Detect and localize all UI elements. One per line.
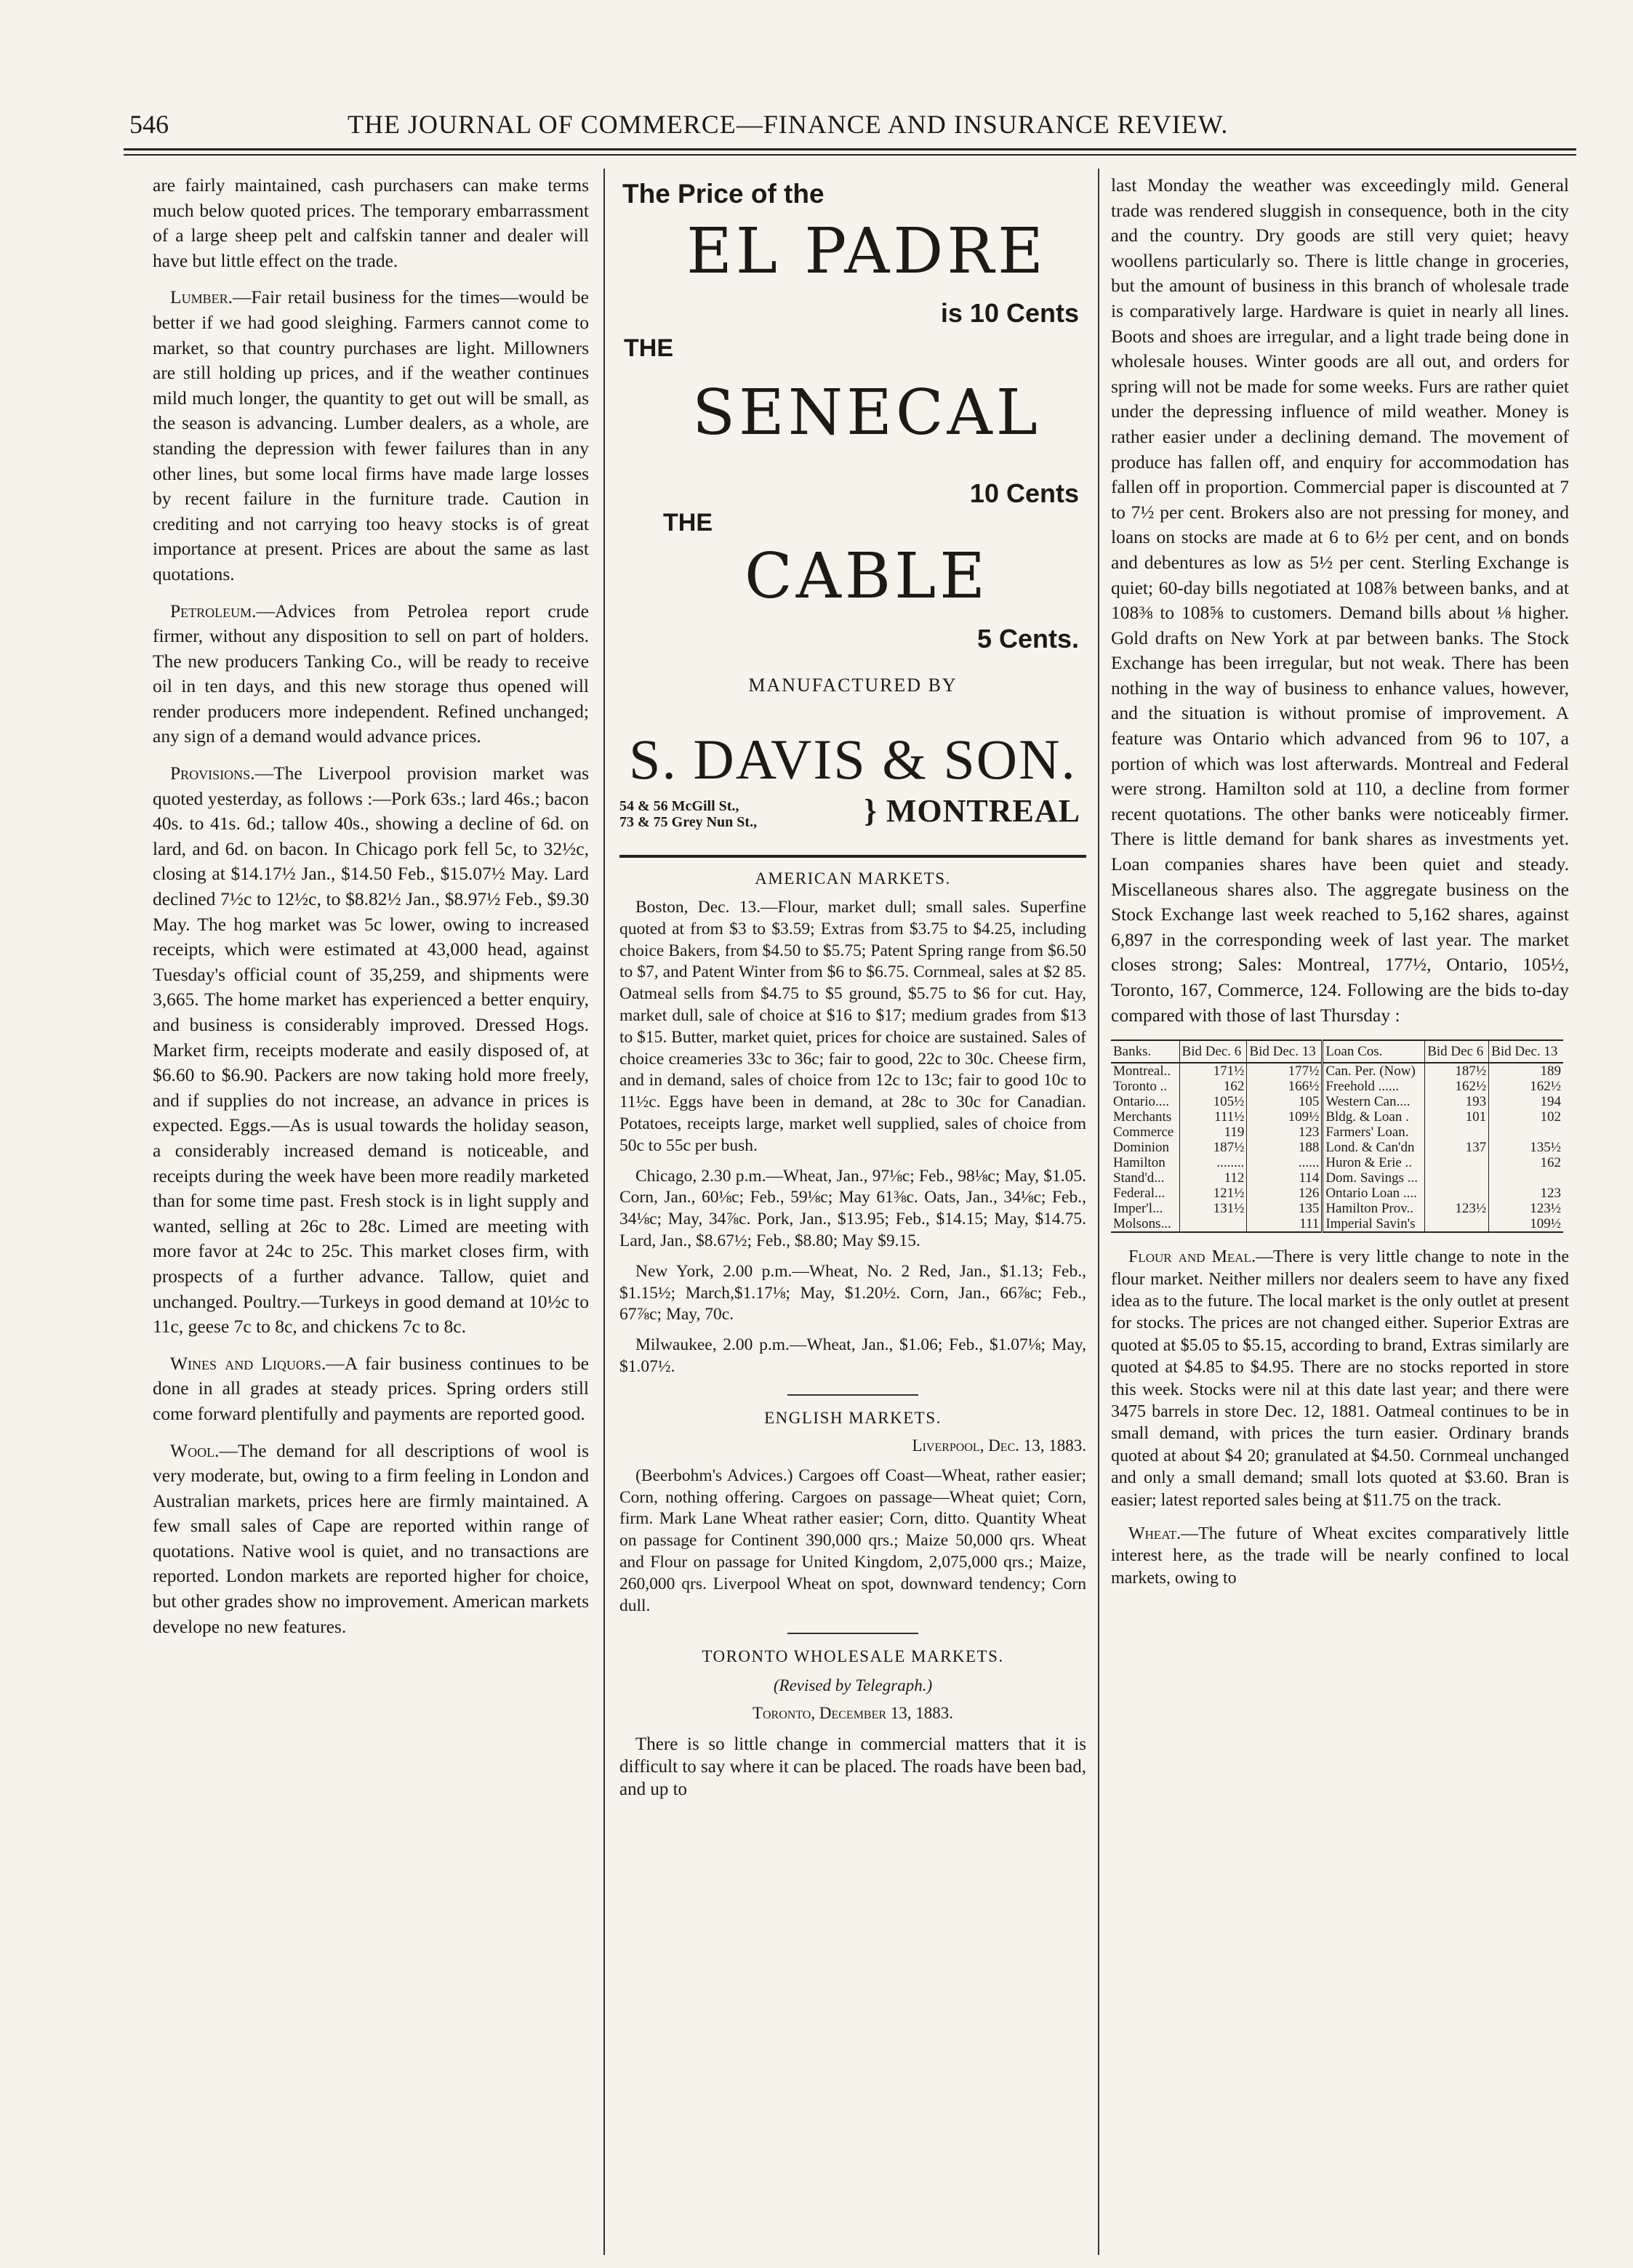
paragraph-wheat: Wheat.—The future of Wheat excites comparatively little interest here, as the trade will be nearly confined to local markets, owing to [1111,1524,1569,1588]
american-markets-body [619,897,1086,1378]
loan-co-name: Freehold ...... [1323,1079,1425,1094]
toronto-markets-dateline: Toronto, December 13, 1883. [752,1704,954,1723]
right-column [1111,173,1569,1601]
ad-brand-senecal: SENECAL [692,377,1041,449]
bank-name: Stand'd... [1113,1170,1165,1186]
col-bid-dec-6: Bid Dec. 6 [1179,1040,1247,1063]
bid-value [1425,1125,1489,1140]
english-markets-dateline: Liverpool, Dec. 13, 1883. [912,1436,1086,1455]
stock-bids-table [1111,1040,1563,1233]
english-markets-heading: ENGLISH MARKETS. [764,1408,942,1427]
bank-name: Commerce [1113,1125,1174,1141]
ad-the-1: THE [624,334,673,362]
bid-value: 137 [1425,1140,1489,1155]
loan-co-name: Hamilton Prov.. [1323,1201,1425,1216]
bid-value: 123½ [1425,1201,1489,1216]
bid-value: 166½ [1247,1079,1323,1094]
loan-co-name: Huron & Erie .. [1323,1155,1425,1170]
ad-city: } MONTREAL [864,793,1080,829]
toronto-report-continued: last Monday the weather was exceedingly mild. General trade was rendered sluggish in consequence, both in the city and the country. Dry goods are still very quiet; heavy woollens particularly so. There is little change in groceries, but the amount of business in this branch of wholesale trade is comparatively large. Hardware is quiet in nearly all lines. Boots and shoes are irregular, and a light trade being done in wholesale houses. Winter goods are all out, and orders for spring will not be made for some weeks. Furs are rather quiet under the depressing influence of mild weather. Money is rather easier under a declining demand. The movement of produce has fallen off, and enquiry for accommodation has fallen off in proportion. Commercial paper is discounted at 7 to 7½ per cent. Brokers also are not pressing for money, and loans on stocks are made at 6 to 6½ per cent, and on bonds and debentures as low as 5½ per cent. Sterling Exchange is quiet; 60-day bills negotiated at 108⅞ between banks, and at 108⅜ to 108⅝ to customers. Demand bills about ⅛ higher. Gold drafts on New York at par between banks. The Stock Exchange has been irregular, but not weak. There has been nothing in the way of business to enhance values, however, and the situation is without promise of improvement. A feature was Ontario which advanced from 96 to 107, a portion of which was lost afterwards. Montreal and Federal were strong. Hamilton sold at 110, a decline from former recent quotations. The other banks were noticeably firmer. There is little demand for bank shares as investments yet. Loan companies shares have been quiet and steady. Miscellaneous shares also. The aggregate business on the Stock Exchange last week reached to 5,162 shares, against 6,897 in the corresponding week of last year. The market closes strong; Sales: Montreal, 177½, Ontario, 105½, Toronto, 167, Commerce, 124. Following are the bids to-day compared with those of last Thursday : [1111,174,1569,1026]
bid-value: 112 [1179,1170,1247,1186]
ad-address-line-1: 54 & 56 McGill St., [619,798,739,814]
bank-name: Hamilton [1113,1155,1165,1171]
header-rule-thin [124,154,1576,156]
bid-value: 177½ [1247,1063,1323,1079]
bid-value: 111½ [1179,1109,1247,1125]
paragraph-flour-and-meal: Flour and Meal.—There is very little change to note in the flour market. Neither millers nor dealers seem to have any fixed idea as to the future. The local market is the only outlet at present for stocks. The prices are not changed either. Superior Extras are quoted at $5.05 to $5.15, according to brand, Extras similarly are quoted at $4.85 to $4.95. There are no stocks reported in store this week. Stocks were nil at this date last year; and there were 3475 barrels in store Dec. 12, 1881. Oatmeal continues to be in small demand, with prices the turn easier. Ordinary brands quoted at about $4 20; granulated at $4.50. Cornmeal unchanged and only a small demand; small lots quoted at $3.60. Bran is easier; latest reported sales being at $11.75 on the track. [1111,1247,1569,1510]
bid-value: ........ [1179,1155,1247,1170]
table-row [1111,1155,1563,1170]
bank-name: Merchants [1113,1109,1172,1125]
ad-price-el-padre: is 10 Cents [940,298,1079,328]
ad-firm-name: S. DAVIS & SON. [629,728,1077,791]
american-markets-heading: AMERICAN MARKETS. [755,869,951,888]
bid-value: 188 [1247,1140,1323,1155]
bid-value: 171½ [1179,1063,1247,1079]
bid-value: 126 [1247,1186,1323,1201]
ad-bottom-rule [619,855,1086,858]
toronto-markets-paragraph: There is so little change in commercial matters that it is difficult to say where it can be placed. The roads have been bad, and up to [619,1734,1086,1800]
bid-value: 187½ [1179,1140,1247,1155]
col-loan-cos: Loan Cos. [1323,1040,1425,1063]
ad-intro: The Price of the [622,179,824,209]
bid-value: 193 [1425,1094,1489,1109]
bid-value: 162½ [1489,1079,1563,1094]
bid-value: 187½ [1425,1063,1489,1079]
toronto-markets-subheading: (Revised by Telegraph.) [773,1676,933,1695]
loan-co-name: Imperial Savin's [1323,1216,1425,1232]
bid-value: ...... [1247,1155,1323,1170]
bid-value: 119 [1179,1125,1247,1140]
paragraph-wines: Wines and Liquors.—A fair business continues to be done in all grades at steady prices. Spring orders still come forward plentifully and payments are reported good. [153,1352,590,1424]
bid-value [1179,1216,1247,1232]
bid-value: 111 [1247,1216,1323,1232]
ad-address [619,798,757,830]
col-loan-bid-dec-13: Bid Dec. 13 [1489,1040,1563,1063]
bid-value [1489,1170,1563,1186]
bid-value: 162 [1489,1155,1563,1170]
table-row [1111,1109,1563,1125]
american-markets-boston: Boston, Dec. 13.—Flour, market dull; small sales. Superfine quoted at from $3 to $3.59; Extras from $3.75 to $4.25, including choice Bakers, from $4.50 to $5.75; Patent Spring range from $6.50 to $7, and Patent Winter from $6 to $6.75. Cornmeal, sales at $2 85. Oatmeal sells from $4.75 to $5 ground, $5.75 to $6 for cut. Hay, market dull, sale of choice at $16 to $17; medium grades from $13 to $15. Butter, market quiet, prices for choice are sustained. Sales of choice creameries 33c to 36c; fair to good, 22c to 30c. Cheese firm, and in demand, sales of choice from 12c to 13c; fair to good 10c to 11½c. Eggs have been in demand, at 28c to 30c for Canadian. Potatoes, receipts large, market well supplied, sales of choice from 50c to 55c per bush. [619,898,1086,1155]
ad-the-2: THE [663,509,713,536]
english-markets-body [619,1465,1086,1617]
bank-name: Federal... [1113,1186,1165,1202]
english-markets-paragraph: (Beerbohm's Advices.) Cargoes off Coast—Wheat, rather easier; Corn, nothing offering. Cargoes on passage—Wheat quiet; Corn, firm. Mark Lane Wheat rather easier; Corn, ditto. Quantity Wheat on passage for Continent 390,000 qrs.; Maize 50,000 qrs. Wheat and Flour on passage for United Kingdom, 2,075,000 qrs.; Maize, 260,000 qrs. Liverpool Wheat on spot, downward tendency; Corn dull. [619,1465,1086,1615]
col-loan-bid-dec-6: Bid Dec 6 [1425,1040,1489,1063]
bid-value: 109½ [1247,1109,1323,1125]
column-divider-left [603,169,605,2255]
toronto-markets-heading: TORONTO WHOLESALE MARKETS. [702,1647,1004,1666]
bid-value: 123 [1247,1125,1323,1140]
journal-title: THE JOURNAL OF COMMERCE—FINANCE AND INSURANCE REVIEW. [348,110,1229,139]
bank-name: Toronto .. [1113,1079,1168,1095]
bid-value: 101 [1425,1109,1489,1125]
col-banks: Banks. [1111,1040,1179,1063]
header-rule [124,148,1576,150]
table-row [1111,1216,1563,1232]
bid-value: 135 [1247,1201,1323,1216]
bid-value: 102 [1489,1109,1563,1125]
toronto-markets-body [619,1733,1086,1801]
bid-value [1425,1155,1489,1170]
tobacco-advertisement [619,173,1086,842]
table-row [1111,1094,1563,1109]
section-rule-1 [787,1394,918,1396]
bank-name: Montreal.. [1113,1063,1171,1079]
bid-value: 109½ [1489,1216,1563,1232]
section-rule-2 [787,1633,918,1634]
bid-value: 162 [1179,1079,1247,1094]
paragraph-continuation: are fairly maintained, cash purchasers can make terms much below quoted prices. The temporary embarrassment of a large sheep pelt and calfskin tanner and dealer will have but little effect on the trade. [153,174,589,271]
ad-price-cable: 5 Cents. [976,624,1079,654]
right-column-lower [1111,1246,1569,1589]
bank-name: Imper'l... [1113,1201,1163,1217]
loan-co-name: Western Can.... [1323,1094,1425,1109]
american-markets-chicago: Chicago, 2.30 p.m.—Wheat, Jan., 97⅛c; Feb., 98⅛c; May, $1.05. Corn, Jan., 60⅛c; Feb., 59⅛c; May 61⅜c. Oats, Jan., 34⅛c; Feb., 34⅛c; May, 34⅞c. Pork, Jan., $13.95; Feb., $14.15; May, $14.75. Lard, Jan., $8.67½; Feb., $8.80; May $9.15. [619,1166,1086,1250]
loan-co-name: Dom. Savings ... [1323,1170,1425,1186]
bid-value: 105½ [1179,1094,1247,1109]
left-column [153,173,589,1651]
loan-co-name: Bldg. & Loan . [1323,1109,1425,1125]
table-header-row [1111,1040,1563,1063]
bid-value [1489,1125,1563,1140]
column-divider-right [1098,169,1099,2255]
loan-co-name: Can. Per. (Now) [1323,1063,1425,1079]
bank-name: Ontario.... [1113,1094,1170,1110]
loan-co-name: Lond. & Can'dn [1323,1140,1425,1155]
ad-address-line-2: 73 & 75 Grey Nun St., [619,814,758,830]
bid-value: 114 [1247,1170,1323,1186]
paragraph-wool: Wool.—The demand for all descriptions of wool is very moderate, but, owing to a firm feeling in London and Australian markets, prices here are firmly maintained. A few small sales of Cape are reported within range of quotations. Native wool is quiet, and no transactions are reported. London markets are reported higher for choice, but other grades show no improvement. American markets develope no new features. [153,1439,589,1637]
loan-co-name: Ontario Loan .... [1323,1186,1425,1201]
american-markets-new-york: New York, 2.00 p.m.—Wheat, No. 2 Red, Jan., $1.13; Feb., $1.15½; March,$1.17⅛; May, $1.20½. Corn, Jan., 66⅞c; Feb., 67⅞c; May, 70c. [619,1261,1086,1324]
table-row [1111,1170,1563,1186]
ad-manufactured-by: MANUFACTURED BY [748,675,958,696]
paragraph-provisions: Provisions.—The Liverpool provision market was quoted yesterday, as follows :—Pork 63s.; lard 46s.; bacon 40s. to 41s. 6d.; tallow 40s., showing a decline of 6d. on lard, and 6d. on bacon. In Chicago pork fell 5c, to 32½c, closing at $14.17½ Jan., $14.50 Feb., $15.07½ May. Lard declined 7½c to 12½c, to $8.82½ Jan., $8.97½ Feb., $9.30 May. The hog market was 5c lower, owing to increased receipts, which were estimated at 43,000 head, against Tuesday's official count of 35,259, and shipments were 3,665. The home market has experienced a better enquiry, and business is considerably improved. Dressed Hogs. Market firm, receipts moderate and easily disposed of, at $6.60 to $6.90. Packers are now taking hold more freely, and if supplies do not increase, an advance in prices is expected. Eggs.—As is usual towards the holiday season, a considerably increased demand is noticeable, and receipts during the week have been more readily marketed than for some time past. Fresh stock is in light supply and wanted, selling at 26c to 28c. Limed are meeting with more favor at 24c to 25c. This market closes firm, with prospects of a further advance. Tallow, quiet and unchanged. Poultry.—Turkeys in good demand at 10½c to 11c, geese 7c to 8c, and chickens 7c to 8c. [153,763,589,1338]
ad-brand-el-padre: EL PADRE [686,215,1047,288]
table-row [1111,1140,1563,1155]
table-row [1111,1063,1563,1079]
bid-value: 105 [1247,1094,1323,1109]
bid-value: 123 [1489,1186,1563,1201]
bid-value [1425,1170,1489,1186]
bid-value: 121½ [1179,1186,1247,1201]
bid-value: 135½ [1489,1140,1563,1155]
loan-co-name: Farmers' Loan. [1323,1125,1425,1140]
page-number: 546 [129,110,169,139]
table-row [1111,1186,1563,1201]
ad-brand-cable: CABLE [745,540,989,613]
bid-value: 131½ [1179,1201,1247,1216]
table-row [1111,1079,1563,1094]
bid-value: 123½ [1489,1201,1563,1216]
bid-value: 189 [1489,1063,1563,1079]
bank-name: Dominion [1113,1140,1170,1156]
bid-value [1425,1216,1489,1232]
bank-name: Molsons... [1111,1216,1179,1232]
ad-price-senecal: 10 Cents [969,478,1079,508]
paragraph-petroleum: Petroleum.—Advices from Petrolea report crude firmer, without any disposition to sell on part of holders. The new producers Tanking Co., will be ready to receive oil in ten days, and this new storage thus opened will render producers more independent. Refined unchanged; any sign of a demand would advance prices. [153,600,589,747]
col-bid-dec-13: Bid Dec. 13 [1247,1040,1323,1063]
table-row [1111,1125,1563,1140]
bid-value: 194 [1489,1094,1563,1109]
american-markets-milwaukee: Milwaukee, 2.00 p.m.—Wheat, Jan., $1.06; Feb., $1.07⅛; May, $1.07½. [619,1335,1086,1376]
bid-value [1425,1186,1489,1201]
middle-column [619,173,1086,1809]
paragraph-lumber: Lumber.—Fair retail business for the times—would be better if we had good sleighing. Farmers cannot come to market, so that country purchases are light. Millowners are still holding up prices, and if the weather continues mild much longer, the quantity to get out will be small, as the season is advancing. Lumber dealers, as a whole, are standing the depression with fewer failures than in any other lines, but some local firms have made large losses by recent failure in the furniture trade. Caution in crediting and not carrying too heavy stocks is of great importance at present. Prices are about the same as last quotations. [153,286,589,584]
table-row [1111,1201,1563,1216]
bid-value: 162½ [1425,1079,1489,1094]
